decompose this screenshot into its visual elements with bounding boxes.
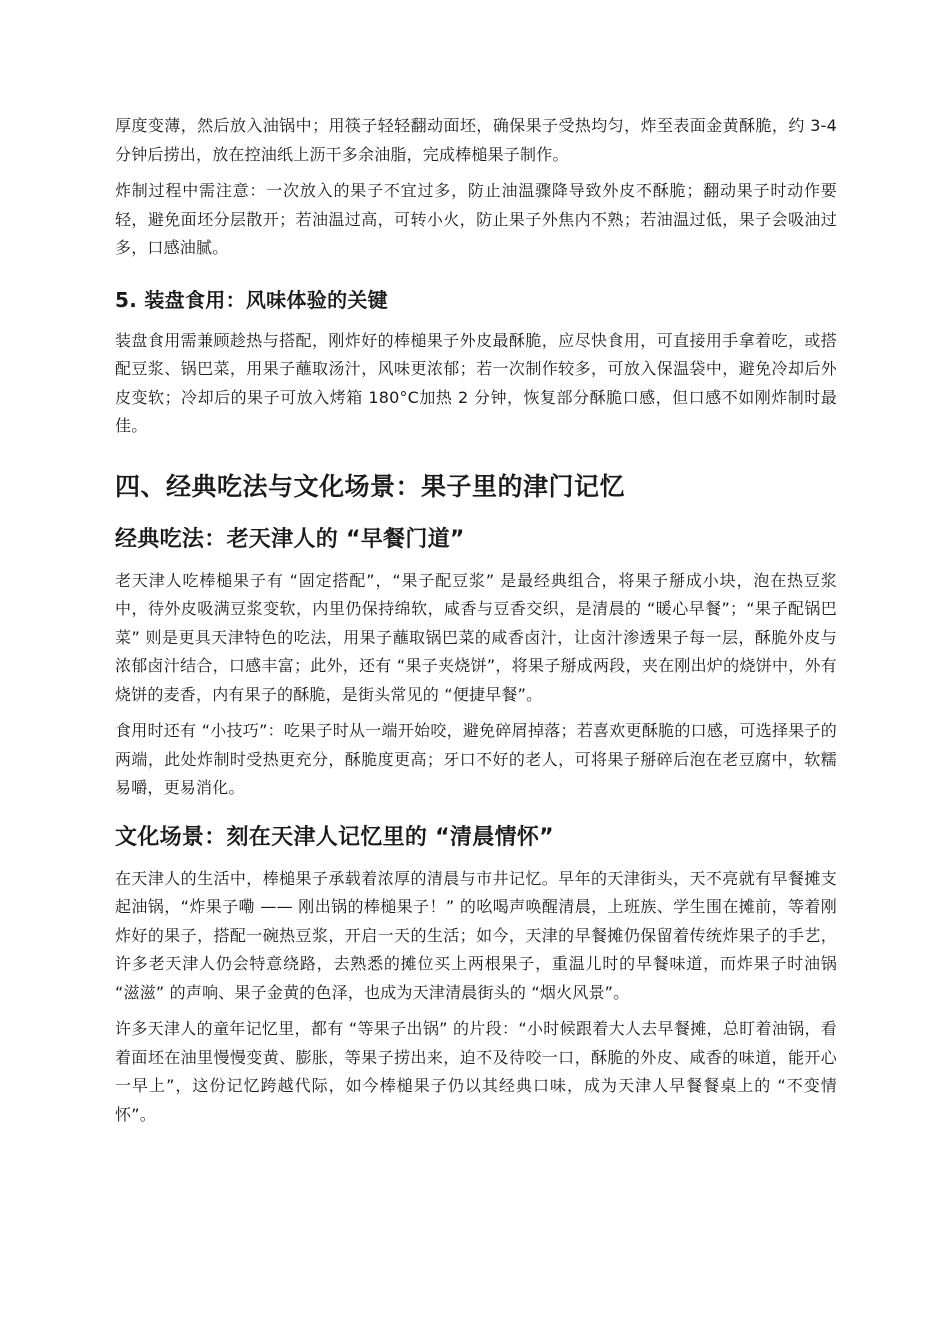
section-heading-step5: 5. 装盘食用：风味体验的关键 (115, 287, 388, 312)
section-heading-classic: 经典吃法：老天津人的 “早餐门道” (115, 526, 465, 552)
paragraph: 老天津人吃棒槌果子有 “固定搭配”，“果子配豆浆” 是最经典组合，将果子掰成小块，泡在热豆浆中，待外皮吸满豆浆变软，内里仍保持绵软，咸香与豆香交织，是清晨的 “暖心早餐”；“果子配锅巴菜” 则是更具天津特色的吃法，用果子蘸取锅巴菜的咸香卤汁，让卤汁渗透果子每一层，酥脆外皮与浓郁卤汁结合，口感丰富；此外，还有 “果子夹烧饼”，将果子掰成两段，夹在刚出炉的烧饼中，外有烧饼的麦香，内有果子的酥脆，是街头常见的 “便捷早餐”。 (115, 570, 837, 704)
section-heading-culture: 文化场景：刻在天津人记忆里的 “清晨情怀” (115, 824, 554, 850)
paragraph: 厚度变薄，然后放入油锅中；用筷子轻轻翻动面坯，确保果子受热均匀，炸至表面金黄酥脆，约 3-4 分钟后捞出，放在控油纸上沥干多余油脂，完成棒槌果子制作。 (115, 116, 837, 164)
chapter-heading: 四、经典吃法与文化场景：果子里的津门记忆 (115, 471, 626, 501)
paragraph: 食用时还有 “小技巧”：吃果子时从一端开始咬，避免碎屑掉落；若喜欢更酥脆的口感，可选择果子的两端，此处炸制时受热更充分，酥脆度更高；牙口不好的老人，可将果子掰碎后泡在老豆腐中，软糯易嚼，更易消化。 (115, 721, 837, 797)
paragraph: 炸制过程中需注意：一次放入的果子不宜过多，防止油温骤降导致外皮不酥脆；翻动果子时动作要轻，避免面坯分层散开；若油温过高，可转小火，防止果子外焦内不熟；若油温过低，果子会吸油过多，口感油腻。 (115, 181, 837, 257)
paragraph: 在天津人的生活中，棒槌果子承载着浓厚的清晨与市井记忆。早年的天津街头，天不亮就有早餐摊支起油锅，“炸果子嘞 —— 刚出锅的棒槌果子！” 的吆喝声唤醒清晨，上班族、学生围在摊前，等着刚炸好的果子，搭配一碗热豆浆，开启一天的生活；如今，天津的早餐摊仍保留着传统炸果子的手艺，许多老天津人仍会特意绕路，去熟悉的摊位买上两根果子，重温儿时的早餐味道，而炸果子时油锅 “滋滋” 的声响、果子金黄的色泽，也成为天津清晨街头的 “烟火风景”。 (115, 868, 837, 1002)
paragraph: 许多天津人的童年记忆里，都有 “等果子出锅” 的片段：“小时候跟着大人去早餐摊，总盯着油锅，看着面坯在油里慢慢变黄、膨胀，等果子捞出来，迫不及待咬一口，酥脆的外皮、咸香的味道，能开心一早上”，这份记忆跨越代际，如今棒槌果子仍以其经典口味，成为天津人早餐餐桌上的 “不变情怀”。 (115, 1019, 837, 1124)
document-page (115, 112, 837, 1137)
paragraph: 装盘食用需兼顾趁热与搭配，刚炸好的棒槌果子外皮最酥脆，应尽快食用，可直接用手拿着吃，或搭配豆浆、锅巴菜，用果子蘸取汤汁，风味更浓郁；若一次制作较多，可放入保温袋中，避免冷却后外皮变软；冷却后的果子可放入烤箱 180°C加热 2 分钟，恢复部分酥脆口感，但口感不如刚炸制时最佳。 (115, 330, 837, 435)
